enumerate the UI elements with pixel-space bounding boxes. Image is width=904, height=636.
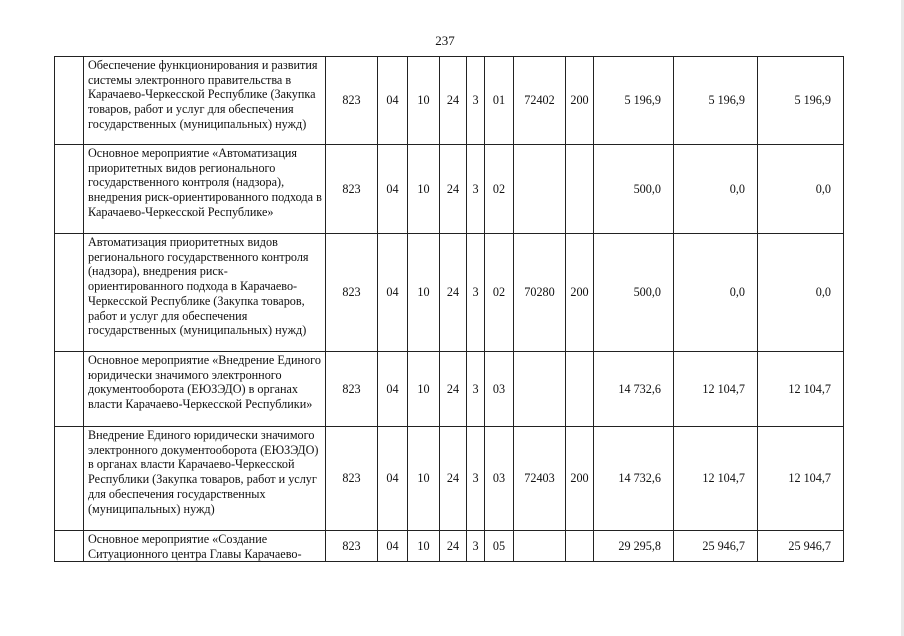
blank-cell (55, 57, 84, 145)
section-code: 04 (378, 57, 408, 145)
table-body (55, 57, 844, 562)
program-code: 24 (440, 234, 467, 352)
subsection-code: 10 (408, 352, 440, 427)
table-row (55, 352, 844, 427)
direction-code: 72403 (514, 427, 566, 531)
measure-code: 03 (485, 352, 514, 427)
subprogram-code: 3 (467, 145, 485, 234)
subprogram-code: 3 (467, 531, 485, 562)
table-row (55, 531, 844, 562)
direction-code (514, 352, 566, 427)
program-code: 24 (440, 145, 467, 234)
measure-code: 02 (485, 234, 514, 352)
measure-code: 01 (485, 57, 514, 145)
subprogram-code: 3 (467, 352, 485, 427)
blank-cell (55, 352, 84, 427)
expense-type-code (566, 352, 594, 427)
table-row (55, 234, 844, 352)
blank-cell (55, 427, 84, 531)
ministry-code: 823 (326, 531, 378, 562)
subsection-code: 10 (408, 57, 440, 145)
amount-year-1: 5 196,9 (594, 57, 674, 145)
subprogram-code: 3 (467, 427, 485, 531)
direction-code: 72402 (514, 57, 566, 145)
page-number: 237 (435, 33, 455, 48)
table-row (55, 145, 844, 234)
amount-year-3: 12 104,7 (758, 352, 844, 427)
section-code: 04 (378, 531, 408, 562)
program-code: 24 (440, 57, 467, 145)
row-description: Основное мероприятие «Создание Ситуационного центра Главы Карачаево- (84, 531, 326, 562)
expense-type-code: 200 (566, 234, 594, 352)
row-description: Основное мероприятие «Внедрение Единого юридически значимого электронного документооборота (ЕЮЗЭДО) в органах власти Карачаево-Черкесской Республики» (84, 352, 326, 427)
expense-type-code: 200 (566, 57, 594, 145)
ministry-code: 823 (326, 427, 378, 531)
direction-code (514, 531, 566, 562)
ministry-code: 823 (326, 352, 378, 427)
program-code: 24 (440, 531, 467, 562)
amount-year-3: 12 104,7 (758, 427, 844, 531)
program-code: 24 (440, 427, 467, 531)
measure-code: 02 (485, 145, 514, 234)
direction-code (514, 145, 566, 234)
ministry-code: 823 (326, 57, 378, 145)
amount-year-1: 14 732,6 (594, 427, 674, 531)
table-row (55, 57, 844, 145)
row-description: Основное мероприятие «Автоматизация приоритетных видов регионального государственного контроля (надзора), внедрения риск-ориентированного подхода в Карачаево-Черкесской Республике» (84, 145, 326, 234)
ministry-code: 823 (326, 145, 378, 234)
table-row (55, 427, 844, 531)
subsection-code: 10 (408, 531, 440, 562)
subprogram-code: 3 (467, 234, 485, 352)
amount-year-2: 12 104,7 (674, 427, 758, 531)
measure-code: 05 (485, 531, 514, 562)
expense-type-code (566, 145, 594, 234)
amount-year-1: 29 295,8 (594, 531, 674, 562)
subsection-code: 10 (408, 427, 440, 531)
amount-year-2: 0,0 (674, 145, 758, 234)
amount-year-2: 12 104,7 (674, 352, 758, 427)
subsection-code: 10 (408, 145, 440, 234)
row-description: Автоматизация приоритетных видов регионального государственного контроля (надзора), внедрения риск-ориентированного подхода в Карачаево-Черкесской Республике (Закупка товаров, работ и услуг для обеспечения государственных (муниципальных) нужд) (84, 234, 326, 352)
section-code: 04 (378, 145, 408, 234)
expense-type-code: 200 (566, 427, 594, 531)
budget-table (54, 56, 844, 562)
program-code: 24 (440, 352, 467, 427)
amount-year-3: 0,0 (758, 145, 844, 234)
row-description: Внедрение Единого юридически значимого электронного документооборота (ЕЮЗЭДО) в органах власти Карачаево-Черкесской Республики (Закупка товаров, работ и услуг для обеспечения государственных (муниципальных) нужд) (84, 427, 326, 531)
ministry-code: 823 (326, 234, 378, 352)
section-code: 04 (378, 427, 408, 531)
expense-type-code (566, 531, 594, 562)
amount-year-3: 25 946,7 (758, 531, 844, 562)
blank-cell (55, 531, 84, 562)
blank-cell (55, 145, 84, 234)
direction-code: 70280 (514, 234, 566, 352)
row-description: Обеспечение функционирования и развития системы электронного правительства в Карачаево-Черкесской Республике (Закупка товаров, работ и услуг для обеспечения государственных (муниципальных) нужд) (84, 57, 326, 145)
amount-year-3: 5 196,9 (758, 57, 844, 145)
section-code: 04 (378, 234, 408, 352)
amount-year-3: 0,0 (758, 234, 844, 352)
amount-year-1: 500,0 (594, 145, 674, 234)
amount-year-2: 0,0 (674, 234, 758, 352)
amount-year-2: 25 946,7 (674, 531, 758, 562)
measure-code: 03 (485, 427, 514, 531)
blank-cell (55, 234, 84, 352)
amount-year-1: 14 732,6 (594, 352, 674, 427)
amount-year-2: 5 196,9 (674, 57, 758, 145)
section-code: 04 (378, 352, 408, 427)
subsection-code: 10 (408, 234, 440, 352)
subprogram-code: 3 (467, 57, 485, 145)
amount-year-1: 500,0 (594, 234, 674, 352)
